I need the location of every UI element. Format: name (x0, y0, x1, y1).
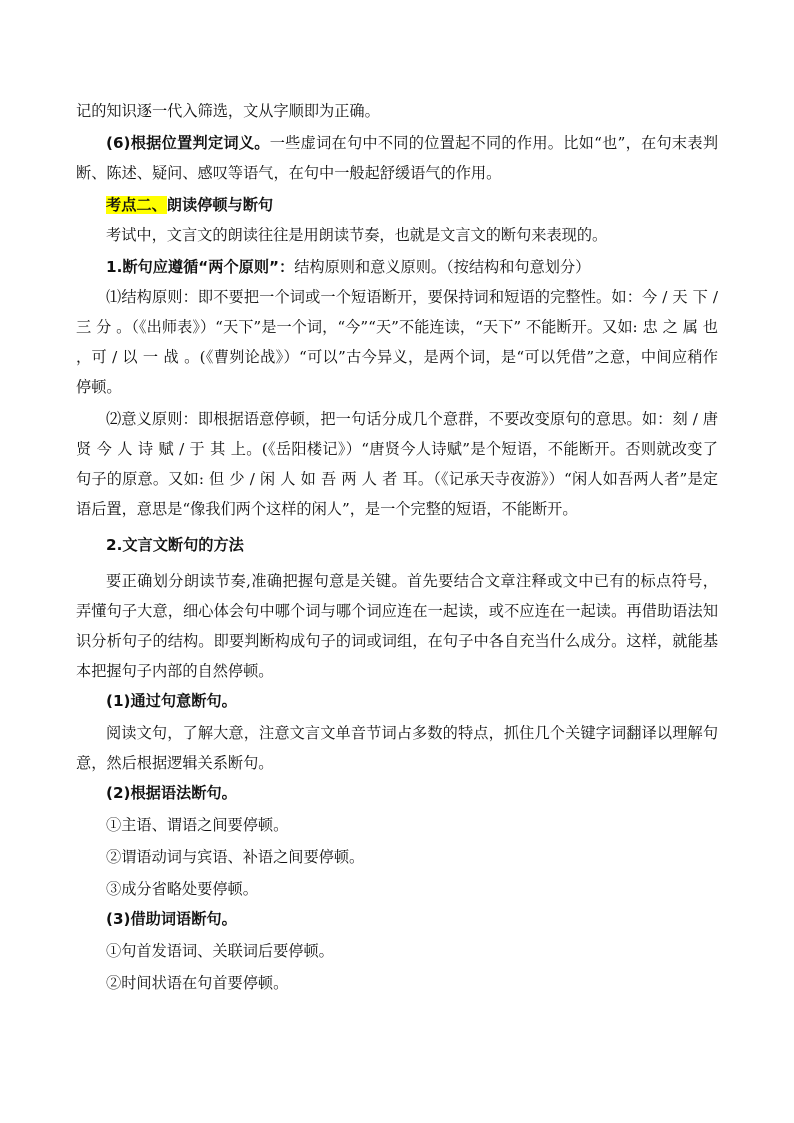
paragraph-meaning-principle: ⑵意义原则：即根据语意停顿，把一句话分成几个意群，不要改变原句的意思。如：刻 / 唐 贤 今 人 诗 赋 / 于 其 上。(《岳阳楼记》）“唐贤今人诗赋”是个短语，不能断开。否则就改变了句子的原意。又如: 但 少 / 闲 人 如 吾 两 人 者 耳。（《记承天寺夜游》）“闲人如吾两人者”是定语后置，意思是“像我们两个这样的闲人”，是一个完整的短语，不能断开。 (76, 410, 718, 518)
paragraph-continuation: 记的知识逐一代入筛选，文从字顺即为正确。 (76, 102, 380, 120)
subheading-method-3: (3)借助词语断句。 (106, 910, 237, 928)
highlighted-label: 考点二、 (106, 196, 167, 214)
list-item: ①主语、谓语之间要停顿。 (106, 816, 289, 834)
subheading-method-2: (2)根据语法断句。 (106, 784, 237, 802)
list-item: ②谓语动词与宾语、补语之间要停顿。 (106, 848, 365, 866)
section-heading-2: 考点二、朗读停顿与断句 (106, 196, 274, 214)
list-item: ②时间状语在句首要停顿。 (106, 974, 289, 992)
paragraph-intro: 考试中，文言文的朗读往往是用朗读节奏，也就是文言文的断句来表现的。 (106, 226, 608, 244)
paragraph-methods: 要正确划分朗读节奏,准确把握句意是关键。首先要结合文章注释或文中已有的标点符号，弄懂句子大意，细心体会句中哪个词与哪个词应连在一起读，或不应连在一起读。再借助语法知识分析句子的结构。即要判断构成句子的词或词组，在句子中各自充当什么成分。这样，就能基本把握句子内部的自然停顿。 (76, 572, 718, 680)
list-item: ①句首发语词、关联词后要停顿。 (106, 942, 334, 960)
paragraph-two-principles: 1.断句应遵循“两个原则”：结构原则和意义原则。（按结构和句意划分） (106, 258, 591, 276)
subheading-1: 1.断句应遵循“两个原则”： (106, 258, 295, 276)
paragraph-structure-principle: ⑴结构原则：即不要把一个词或一个短语断开，要保持词和短语的完整性。如：今 / 天 下 / 三 分 。（《出师表》）“天下”是一个词，“今”“天”不能连读，“天下” 不能断开。又如: 忠 之 属 也 ，可 / 以 一 战 。(《曹刿论战》）“可以”古今异义，是两个词，是“可以凭借”之意，中间应稍作停顿。 (76, 288, 718, 396)
subheading-method-1: (1)通过句意断句。 (106, 692, 237, 710)
paragraph-method-1: 阅读文句，了解大意，注意文言文单音节词占多数的特点，抓住几个关键字词翻译以理解句意，然后根据逻辑关系断句。 (76, 724, 718, 772)
list-item: ③成分省略处要停顿。 (106, 880, 258, 898)
subheading-2-methods: 2.文言文断句的方法 (106, 536, 244, 554)
paragraph-position-meaning: (6)根据位置判定词义。一些虚词在句中不同的位置起不同的作用。比如“也”，在句末表判断、陈述、疑问、感叹等语气，在句中一般起舒缓语气的作用。 (76, 134, 719, 182)
subheading-6: (6)根据位置判定词义。 (106, 134, 270, 152)
